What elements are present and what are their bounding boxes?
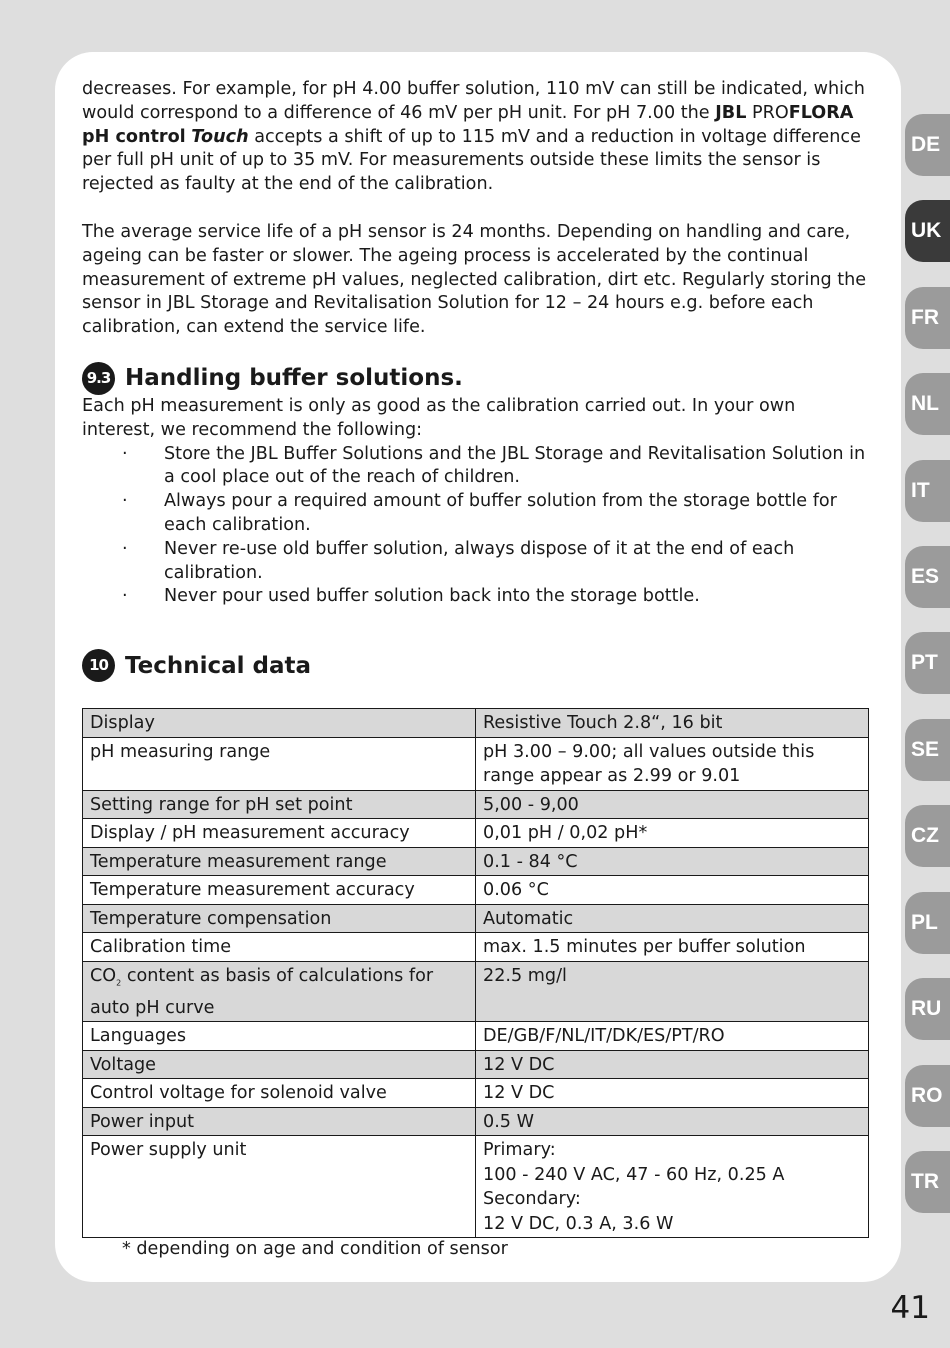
table-row	[83, 737, 869, 790]
page-number: 41	[890, 1290, 930, 1326]
brand-touch: Touch	[191, 126, 249, 147]
row-value: 22.5 mg/l	[476, 961, 869, 1022]
language-tab-de[interactable]: DE	[905, 114, 950, 176]
row-value: 12 V DC	[476, 1079, 869, 1108]
row-label: Calibration time	[83, 933, 476, 962]
section-title: Technical data	[125, 652, 312, 679]
list-item: · Store the JBL Buffer Solutions and the JBL Storage and Revitalisation Solution in a cool place out of the reach of children.	[82, 443, 870, 491]
table-row	[83, 876, 869, 905]
table-row	[83, 1079, 869, 1108]
row-label: pH measuring range	[83, 737, 476, 790]
row-label: Temperature measurement accuracy	[83, 876, 476, 905]
language-tab-cz[interactable]: CZ	[905, 805, 950, 867]
row-label: Control voltage for solenoid valve	[83, 1079, 476, 1108]
language-tab-fr[interactable]: FR	[905, 287, 950, 349]
language-tab-pl[interactable]: PL	[905, 892, 950, 954]
row-label: Voltage	[83, 1050, 476, 1079]
language-tab-it[interactable]: IT	[905, 460, 950, 522]
table-row	[83, 933, 869, 962]
table-row	[83, 904, 869, 933]
technical-data-table	[82, 708, 869, 1238]
row-value: 0.5 W	[476, 1107, 869, 1136]
row-value	[476, 1136, 869, 1238]
list-item: · Never re-use old buffer solution, always dispose of it at the end of each calibration.	[82, 538, 870, 586]
language-tab-se[interactable]: SE	[905, 719, 950, 781]
row-label: Temperature measurement range	[83, 847, 476, 876]
brand-product: FLORA pH control	[82, 102, 854, 147]
row-value: Automatic	[476, 904, 869, 933]
row-label: Languages	[83, 1022, 476, 1051]
list-item: · Never pour used buffer solution back into the storage bottle.	[82, 585, 870, 609]
section-title: Handling buffer solutions.	[125, 365, 463, 392]
brand-pro: PRO	[746, 102, 789, 123]
language-tab-pt[interactable]: PT	[905, 632, 950, 694]
row-value: 12 V DC	[476, 1050, 869, 1079]
row-label: Power supply unit	[83, 1136, 476, 1238]
intro-paragraph-2: The average service life of a pH sensor is 24 months. Depending on handling and care, ageing can be faster or slower. The ageing process is accelerated by the continual measurement of extreme pH values, neglected calibration, dirt etc. Regularly storing the sensor in JBL Storage and Revitalisation Solution for 12 – 24 hours e.g. before each calibration, can extend the service life.	[82, 221, 867, 338]
row-label: Display / pH measurement accuracy	[83, 819, 476, 848]
value-line: 100 - 240 V AC, 47 - 60 Hz, 0.25 A	[483, 1164, 785, 1185]
section-intro: Each pH measurement is only as good as the calibration carried out. In your own interest, we recommend the following:	[82, 395, 796, 440]
table-row	[83, 819, 869, 848]
bullet-list	[82, 443, 870, 610]
row-label	[83, 961, 476, 1022]
table-row	[83, 1107, 869, 1136]
list-item: · Always pour a required amount of buffer solution from the storage bottle for each calibration.	[82, 490, 870, 538]
language-tabs	[905, 0, 950, 1348]
subscript: 2	[116, 978, 122, 988]
table-row	[83, 790, 869, 819]
row-value: 0.1 - 84 °C	[476, 847, 869, 876]
language-tab-uk[interactable]: UK	[905, 200, 950, 262]
label-part: content as basis of calculations for auto pH curve	[90, 965, 434, 1018]
table-row	[83, 1022, 869, 1051]
language-tab-ro[interactable]: RO	[905, 1065, 950, 1127]
row-value: 0.06 °C	[476, 876, 869, 905]
table-row	[83, 1136, 869, 1238]
text-run: decreases. For example, for pH 4.00 buffer solution, 110 mV can still be indicated, which would correspond to a difference of 46 mV per pH unit. For pH 7.00 the	[82, 79, 865, 123]
text-run: accepts a shift of up to 115 mV and a reduction in voltage difference per full pH unit of up to 35 mV. For measurements outside these limits the sensor is rejected as faulty at the end of the calibration.	[82, 126, 861, 195]
section-number-badge: 10	[82, 649, 115, 682]
language-tab-ru[interactable]: RU	[905, 978, 950, 1040]
table-row	[83, 709, 869, 738]
section-heading-10	[82, 649, 870, 682]
row-value: pH 3.00 – 9.00; all values outside this range appear as 2.99 or 9.01	[476, 737, 869, 790]
row-label: Display	[83, 709, 476, 738]
value-line: Secondary:	[483, 1189, 581, 1210]
label-part: CO	[90, 965, 117, 986]
table-row	[83, 847, 869, 876]
value-line: Primary:	[483, 1140, 556, 1161]
row-label: Temperature compensation	[83, 904, 476, 933]
value-line: 12 V DC, 0.3 A, 3.6 W	[483, 1213, 674, 1234]
row-label: Setting range for pH set point	[83, 790, 476, 819]
section-number-badge: 9.3	[82, 362, 115, 395]
section-heading-9-3	[82, 362, 870, 395]
row-label: Power input	[83, 1107, 476, 1136]
language-tab-es[interactable]: ES	[905, 546, 950, 608]
row-value: DE/GB/F/NL/IT/DK/ES/PT/RO	[476, 1022, 869, 1051]
language-tab-tr[interactable]: TR	[905, 1151, 950, 1213]
table-row	[83, 1050, 869, 1079]
table-footnote: * depending on age and condition of sensor	[122, 1239, 508, 1260]
row-value: 0,01 pH / 0,02 pH*	[476, 819, 869, 848]
language-tab-nl[interactable]: NL	[905, 373, 950, 435]
brand-jbl: JBL	[715, 102, 747, 123]
page-sheet	[55, 52, 901, 1282]
row-value: max. 1.5 minutes per buffer solution	[476, 933, 869, 962]
row-value: Resistive Touch 2.8“, 16 bit	[476, 709, 869, 738]
row-value: 5,00 - 9,00	[476, 790, 869, 819]
table-row	[83, 961, 869, 1022]
intro-paragraph-1	[82, 78, 870, 197]
page-content	[82, 78, 870, 1260]
